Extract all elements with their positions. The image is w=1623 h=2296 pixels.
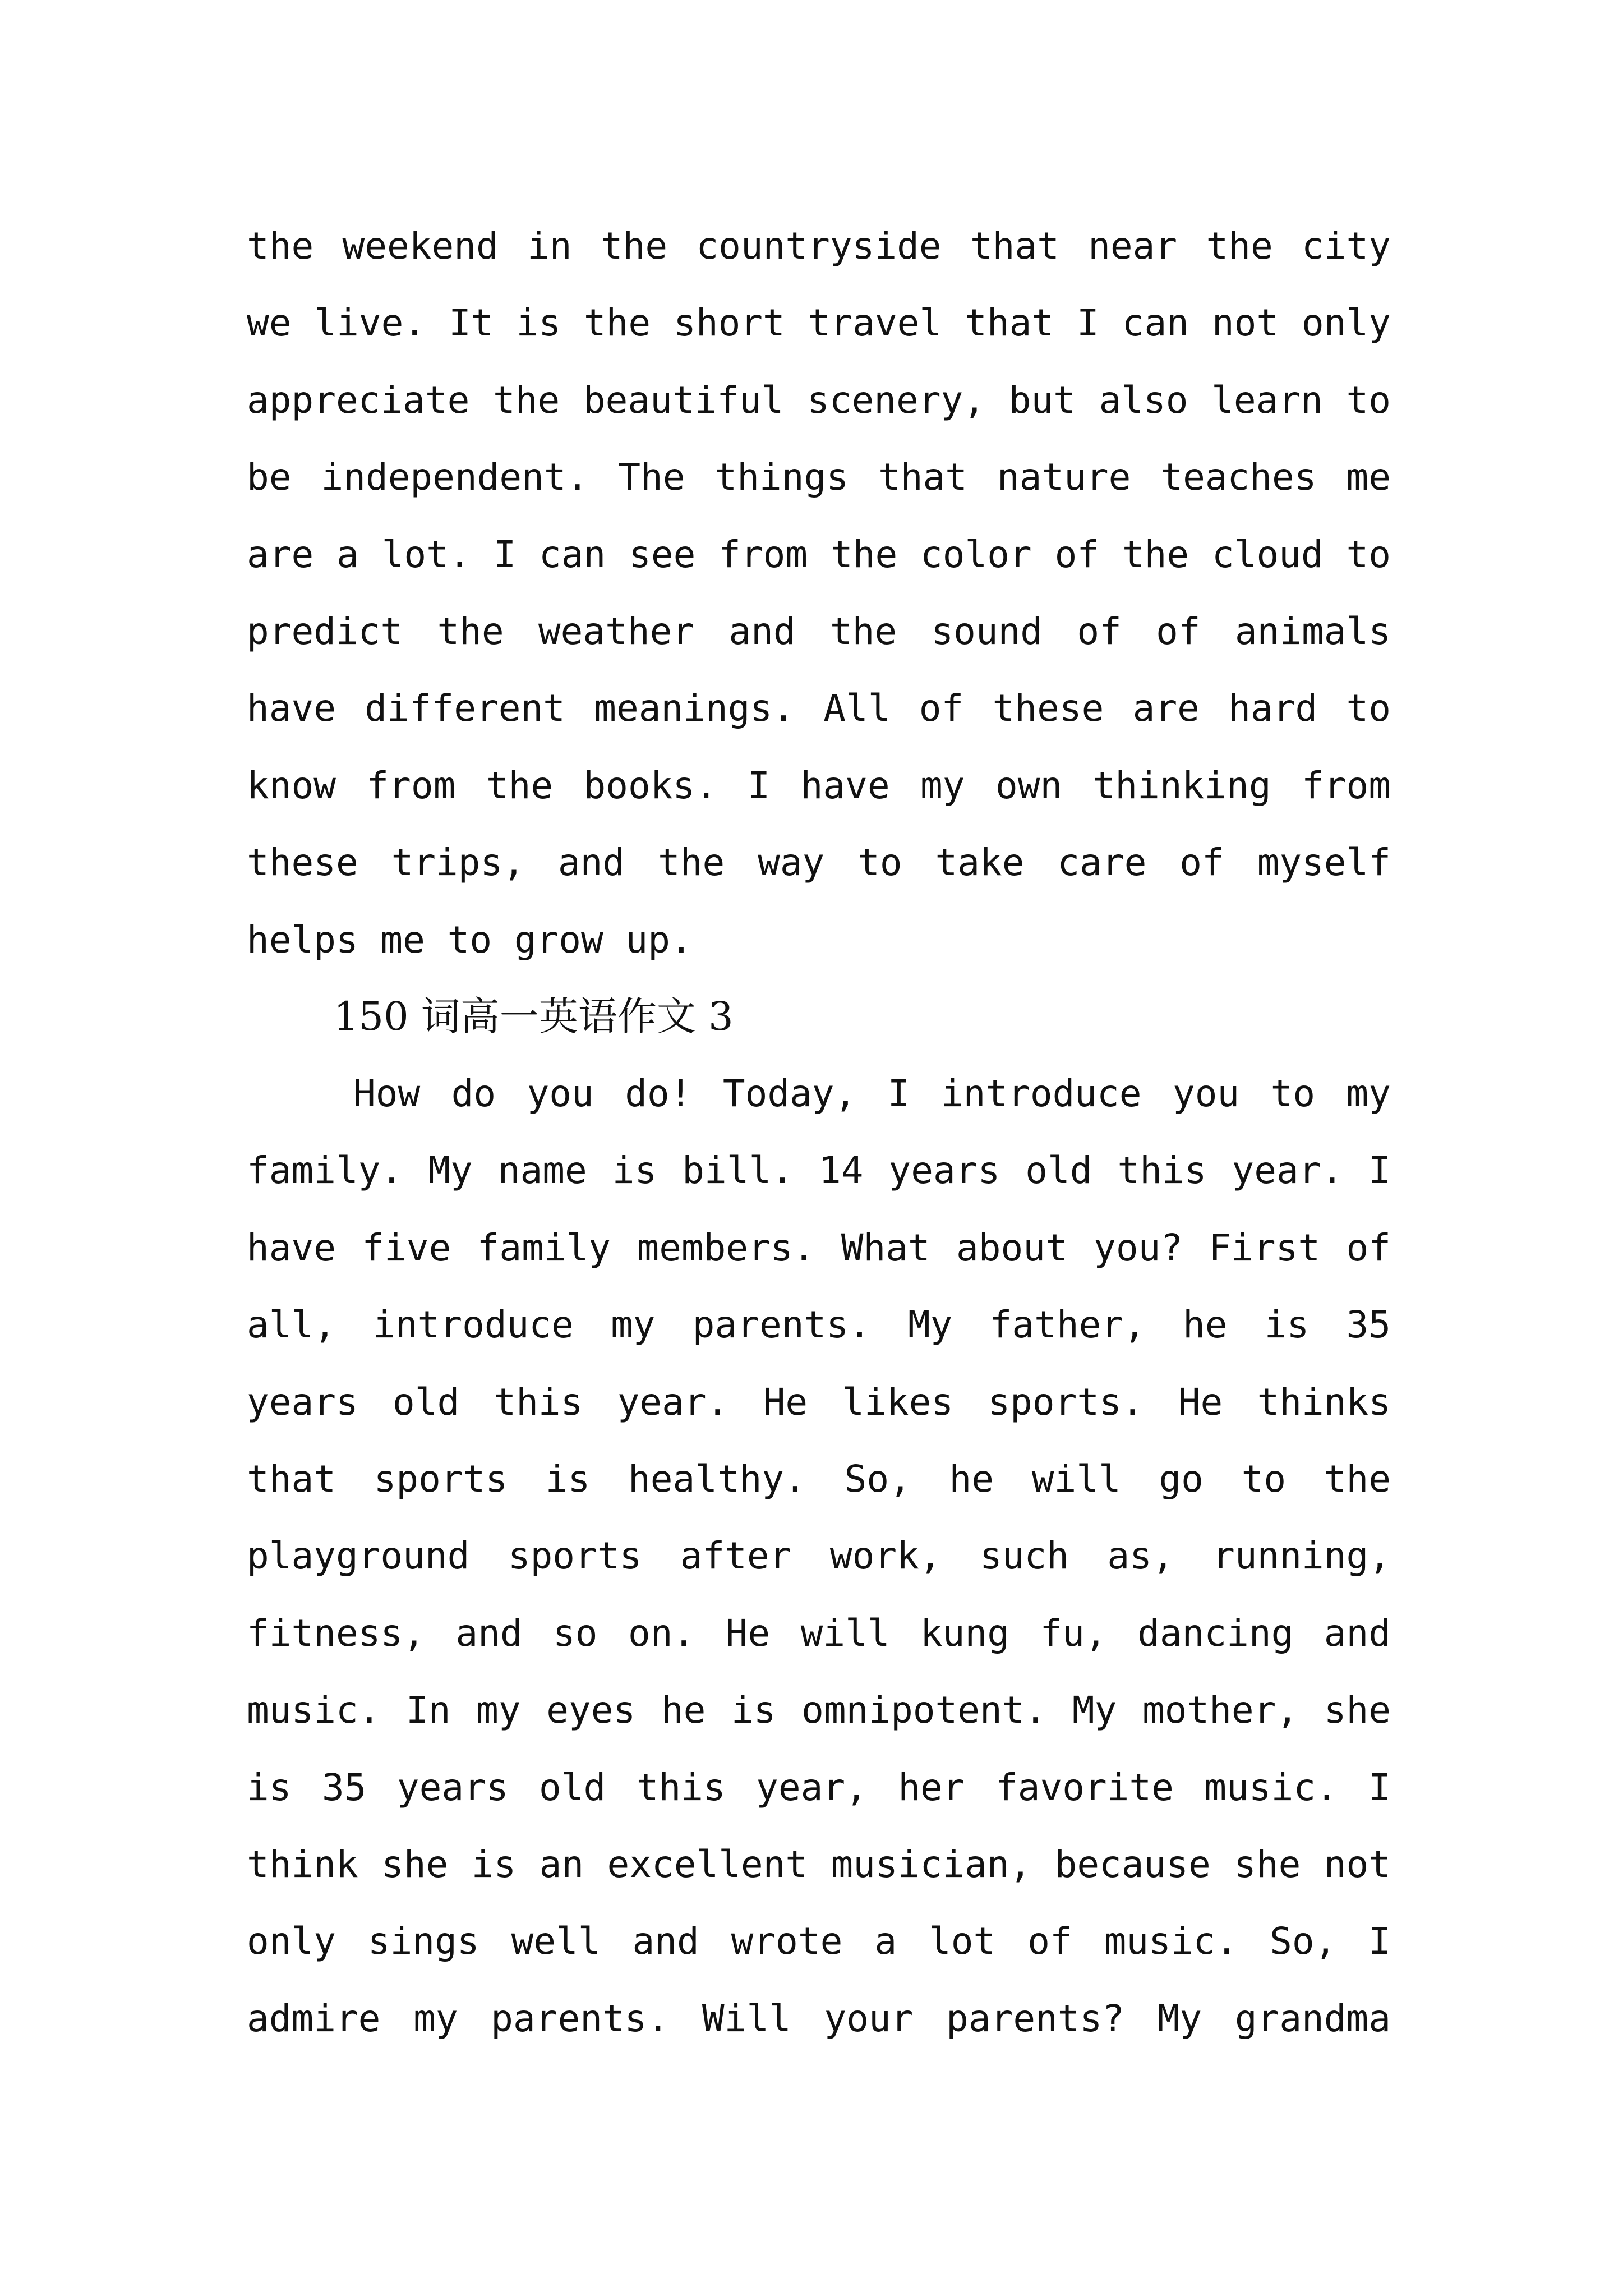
text-line: know from the books. I have my own thinking from	[247, 763, 1391, 807]
text-line: appreciate the beautiful scenery, but also learn to	[247, 378, 1391, 422]
text-line: are a lot. I can see from the color of the cloud to	[247, 532, 1391, 576]
section-heading: 150 词高一英语作文 3	[334, 993, 734, 1039]
text-line: admire my parents. Will your parents? My grandma	[247, 1996, 1391, 2040]
text-line: have different meanings. All of these are hard to	[247, 687, 1391, 730]
text-line: all, introduce my parents. My father, he is 35	[247, 1303, 1391, 1347]
text-line: fitness, and so on. He will kung fu, dancing and	[247, 1611, 1391, 1655]
text-line: is 35 years old this year, her favorite music. I	[247, 1765, 1391, 1809]
text-line: these trips, and the way to take care of myself	[247, 841, 1391, 885]
text-line: music. In my eyes he is omnipotent. My mother, she	[247, 1688, 1391, 1732]
text-line: that sports is healthy. So, he will go to the	[247, 1457, 1391, 1501]
text-line: have five family members. What about you? First of	[247, 1226, 1391, 1269]
text-line: family. My name is bill. 14 years old this year. I	[247, 1149, 1391, 1193]
text-line: playground sports after work, such as, running,	[247, 1534, 1391, 1578]
text-line: years old this year. He likes sports. He thinks	[247, 1380, 1391, 1424]
text-line: helps me to grow up.	[247, 918, 693, 961]
text-line: only sings well and wrote a lot of music. So, I	[247, 1920, 1391, 1963]
paragraph-family	[247, 1055, 1391, 2057]
text-line: predict the weather and the sound of of animals	[247, 609, 1391, 653]
text-line: be independent. The things that nature teaches me	[247, 455, 1391, 499]
text-line: think she is an excellent musician, because she not	[247, 1842, 1391, 1886]
text-line: the weekend in the countryside that near the city	[247, 224, 1391, 268]
text-line: How do you do! Today, I introduce you to my	[353, 1072, 1391, 1115]
paragraph-continued	[247, 208, 1391, 978]
text-line: we live. It is the short travel that I can not only	[247, 301, 1391, 345]
